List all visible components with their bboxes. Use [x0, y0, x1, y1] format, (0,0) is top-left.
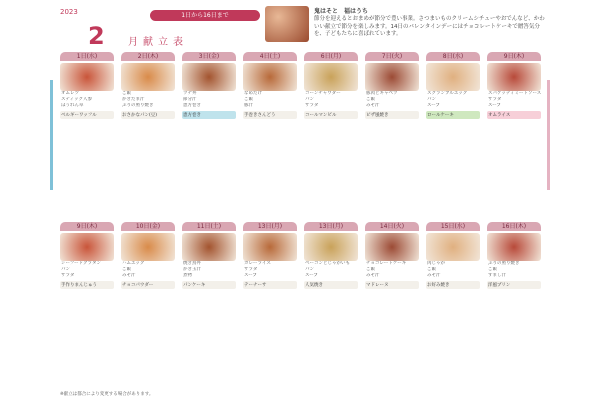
menu-item: ご飯	[366, 96, 375, 102]
dish-photo	[365, 63, 419, 91]
year: 2023	[60, 8, 78, 16]
menu-item: ハムエッグ	[122, 261, 145, 266]
snack-item: テーナーサ	[243, 281, 297, 289]
dish-photo	[182, 63, 236, 91]
day-column	[304, 222, 358, 289]
dish-photo	[243, 233, 297, 261]
menu-item: ぶりの照り焼き	[488, 261, 520, 266]
day-label: 16日(木)	[487, 222, 541, 231]
menu-item: スープ	[244, 272, 258, 278]
note-body: 節分を迎えるとおまめが節分で豊い事業。さつまいものクリームシチューやおでんなど、かわいい献立で節分を楽しみます。14日のバレンタインデーにはチョコレートケーキで贈答気分を、子どもたちに喜ばれています。	[314, 16, 545, 37]
snack-item: 人気焼き	[304, 281, 358, 289]
menu-item: ベーコンとじゃがいも	[305, 261, 350, 266]
footnote: ※献立は都合により変更する場合があります。	[60, 392, 154, 397]
menu-item: スープ	[305, 272, 319, 278]
side-stripe-left	[50, 80, 53, 190]
dish-photo	[121, 63, 175, 91]
menu-item: 恵方巻き	[183, 102, 201, 108]
menu-item: ぶりの照り焼き	[122, 102, 154, 108]
menu-item: パン	[305, 96, 314, 102]
menu-item: コーンチャウダー	[305, 91, 341, 96]
dish-photo	[487, 233, 541, 261]
menu-item: パン	[305, 266, 314, 272]
day-label: 1日(水)	[60, 52, 114, 61]
day-label: 13日(月)	[243, 222, 297, 231]
menu-item: ツナ丼	[183, 91, 197, 96]
menu-item: パン	[427, 96, 436, 102]
side-stripe-right	[547, 80, 550, 190]
menu-item: オムレツ	[61, 91, 79, 96]
menu-item: スティック人参	[61, 96, 93, 102]
day-column	[365, 222, 419, 289]
menu-item: 節分汁	[183, 96, 197, 102]
menu-item: チョコレートケーキ	[366, 261, 407, 266]
dish-photo	[487, 63, 541, 91]
week-1	[60, 52, 550, 212]
dish-photo	[304, 233, 358, 261]
menu-item: サラダ	[488, 96, 502, 102]
menu-item: カレーライス	[244, 261, 271, 266]
day-label: 7日(火)	[365, 52, 419, 61]
menu-item: すまし汁	[488, 272, 506, 278]
day-label: 9日(木)	[487, 52, 541, 61]
menu-item: シーフードグラタン	[61, 261, 102, 266]
menu-item: スープ	[488, 102, 502, 108]
dish-photo	[304, 63, 358, 91]
snack-item: パンケーキ	[182, 281, 236, 289]
header-photo	[265, 6, 309, 42]
menu-item: 豚肉とキャベツ	[366, 91, 398, 96]
menu-item: サラダ	[61, 272, 75, 278]
menu-item: ご飯	[366, 266, 375, 272]
day-label: 3日(金)	[182, 52, 236, 61]
day-label: 9日(木)	[60, 222, 114, 231]
snack-item: オムライス	[487, 111, 541, 119]
menu-item: かき玉汁	[183, 266, 201, 272]
day-column	[304, 52, 358, 119]
snack-item: 恵方巻き	[182, 111, 236, 119]
menu-item: なめたけ	[244, 91, 262, 96]
snack-item: ピザ風焼き	[365, 111, 419, 119]
menu-item: ほうれん草	[61, 102, 84, 108]
dish-photo	[60, 233, 114, 261]
header-note	[314, 8, 549, 38]
day-column	[60, 52, 114, 119]
day-label: 11日(土)	[182, 222, 236, 231]
dish-photo	[426, 63, 480, 91]
menu-item: ご飯	[244, 96, 253, 102]
menu-item: みそ汁	[366, 102, 380, 108]
note-title: 鬼はそと 福はうち	[314, 8, 369, 15]
day-column	[182, 222, 236, 289]
snack-item: 洋風プリン	[487, 281, 541, 289]
menu-item: かきたま汁	[122, 96, 145, 102]
day-column	[243, 52, 297, 119]
snack-item: ロールケーキ	[426, 111, 480, 119]
menu-item: みそ汁	[427, 272, 441, 278]
day-column	[121, 222, 175, 289]
day-column	[182, 52, 236, 119]
month: 2	[88, 22, 105, 50]
day-column	[426, 222, 480, 289]
menu-item: パン	[61, 266, 70, 272]
day-column	[487, 52, 541, 119]
day-label: 13日(月)	[304, 222, 358, 231]
menu-item: サラダ	[244, 266, 258, 272]
day-label: 4日(土)	[243, 52, 297, 61]
menu-item: スパゲッティミートソース	[488, 91, 541, 96]
day-label: 2日(木)	[121, 52, 175, 61]
menu-item: 焼き鳥丼	[183, 261, 201, 266]
snack-item: 手作りまんじゅう	[60, 281, 114, 289]
day-column	[365, 52, 419, 119]
menu-item: サラダ	[305, 102, 319, 108]
day-column	[487, 222, 541, 289]
dish-photo	[243, 63, 297, 91]
week-2	[60, 222, 550, 387]
dish-photo	[426, 233, 480, 261]
dish-photo	[182, 233, 236, 261]
menu-item: 肉じゃが	[427, 261, 445, 266]
snack-item: チョコパウダー	[121, 281, 175, 289]
menu-item: 煮物	[183, 272, 192, 278]
menu-item: スープ	[427, 102, 441, 108]
menu-item: スクランブルエッグ	[427, 91, 468, 96]
dish-photo	[365, 233, 419, 261]
menu-item: 豚汁	[244, 102, 253, 108]
day-label: 10日(金)	[121, 222, 175, 231]
menu-item: みそ汁	[366, 272, 380, 278]
snack-item: ベルギーワッフル	[60, 111, 114, 119]
date-range-badge: 1日から16日まで	[150, 10, 260, 21]
day-column	[426, 52, 480, 119]
snack-item: おさかなパン(豆)	[121, 111, 175, 119]
snack-item: お好み焼き	[426, 281, 480, 289]
menu-item: ご飯	[122, 91, 131, 96]
day-column	[60, 222, 114, 289]
menu-item: ご飯	[122, 266, 131, 272]
snack-item: 手巻きさんどう	[243, 111, 297, 119]
dish-photo	[121, 233, 175, 261]
snack-item: コールマンビル	[304, 111, 358, 119]
day-label: 8日(水)	[426, 52, 480, 61]
day-column	[243, 222, 297, 289]
day-label: 6日(月)	[304, 52, 358, 61]
menu-item: ご飯	[488, 266, 497, 272]
day-label: 15日(水)	[426, 222, 480, 231]
page-title: 月献立表	[128, 37, 188, 48]
dish-photo	[60, 63, 114, 91]
menu-item: ご飯	[427, 266, 436, 272]
snack-item: マドレーヌ	[365, 281, 419, 289]
day-column	[121, 52, 175, 119]
menu-item: みそ汁	[122, 272, 136, 278]
day-label: 14日(火)	[365, 222, 419, 231]
